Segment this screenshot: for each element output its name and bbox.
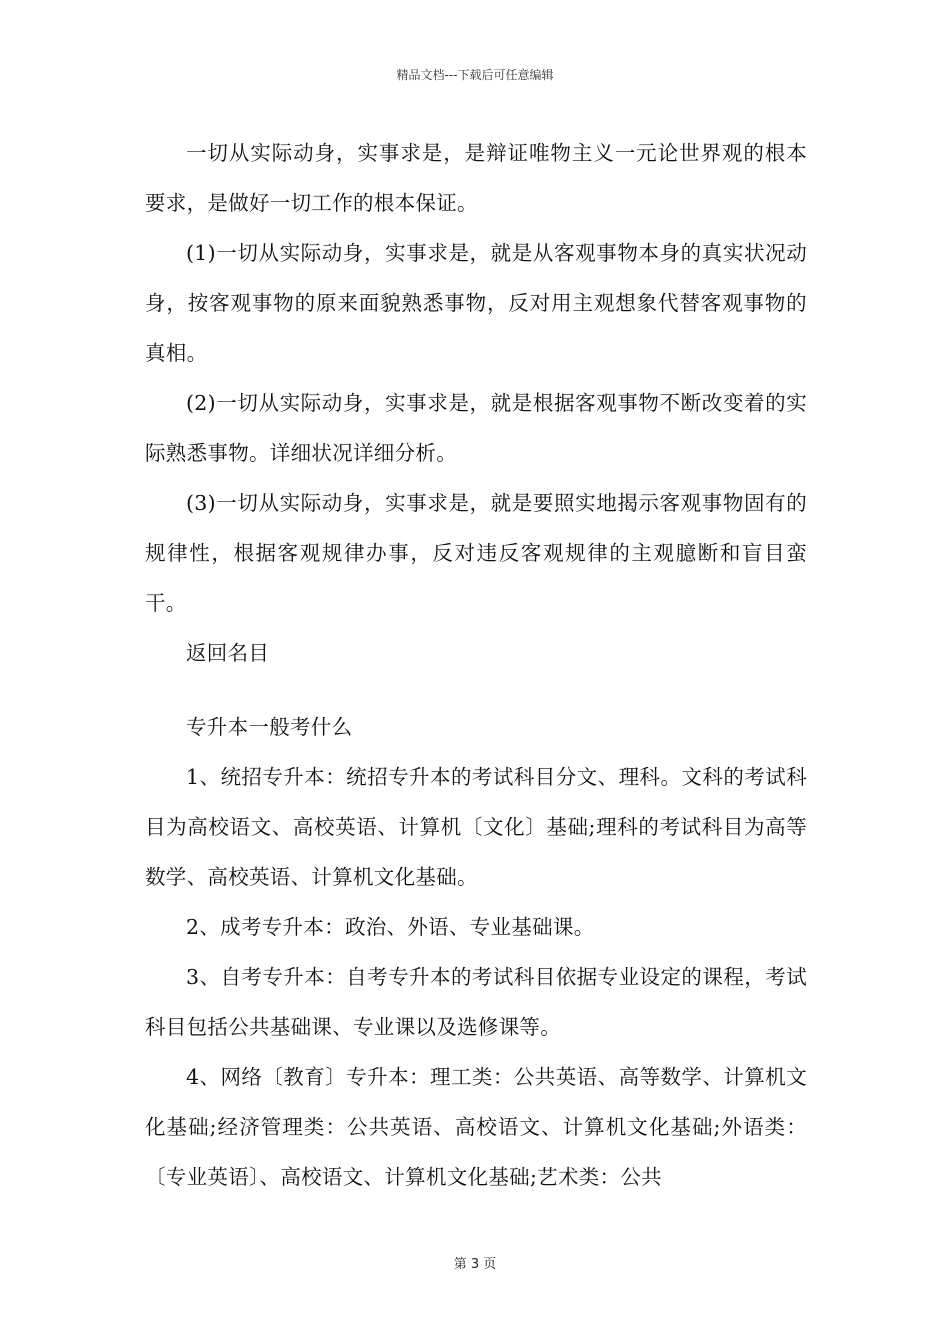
paragraph-intro: 一切从实际动身，实事求是，是辩证唯物主义一元论世界观的根本要求，是做好一切工作的根本保证。 <box>145 141 807 215</box>
section-gap <box>145 678 807 702</box>
paragraph-point-2: (2)一切从实际动身，实事求是，就是根据客观事物不断改变着的实际熟悉事物。详细状况详细分析。 <box>145 391 807 465</box>
paragraph-item-2: 2、成考专升本：政治、外语、专业基础课。 <box>186 915 595 939</box>
paragraph-item-1: 1、统招专升本：统招专升本的考试科目分文、理科。文科的考试科目为高校语文、高校英语、计算机〔文化〕基础;理科的考试科目为高等数学、高校英语、计算机文化基础。 <box>145 765 807 889</box>
page-header: 精品文档---下载后可任意编辑 <box>396 68 554 82</box>
paragraph-point-1: (1)一切从实际动身，实事求是，就是从客观事物本身的真实状况动身，按客观事物的原来面貌熟悉事物，反对用主观想象代替客观事物的真相。 <box>145 241 807 365</box>
paragraph-item-3: 3、自考专升本：自考专升本的考试科目依据专业设定的课程，考试科目包括公共基础课、专业课以及选修课等。 <box>145 965 807 1039</box>
document-body <box>145 128 807 1202</box>
section-heading: 专升本一般考什么 <box>186 715 353 739</box>
paragraph-item-4: 4、网络〔教育〕专升本：理工类：公共英语、高等数学、计算机文化基础;经济管理类：公共英语、高校语文、计算机文化基础;外语类：〔专业英语〕、高校语文、计算机文化基础;艺术类：公共 <box>145 1065 807 1189</box>
return-to-contents-link[interactable]: 返回名目 <box>186 641 270 665</box>
paragraph-point-3: (3)一切从实际动身，实事求是，就是要照实地揭示客观事物固有的规律性，根据客观规律办事，反对违反客观规律的主观臆断和盲目蛮干。 <box>145 491 807 615</box>
page-number: 第 3 页 <box>453 1257 497 1272</box>
